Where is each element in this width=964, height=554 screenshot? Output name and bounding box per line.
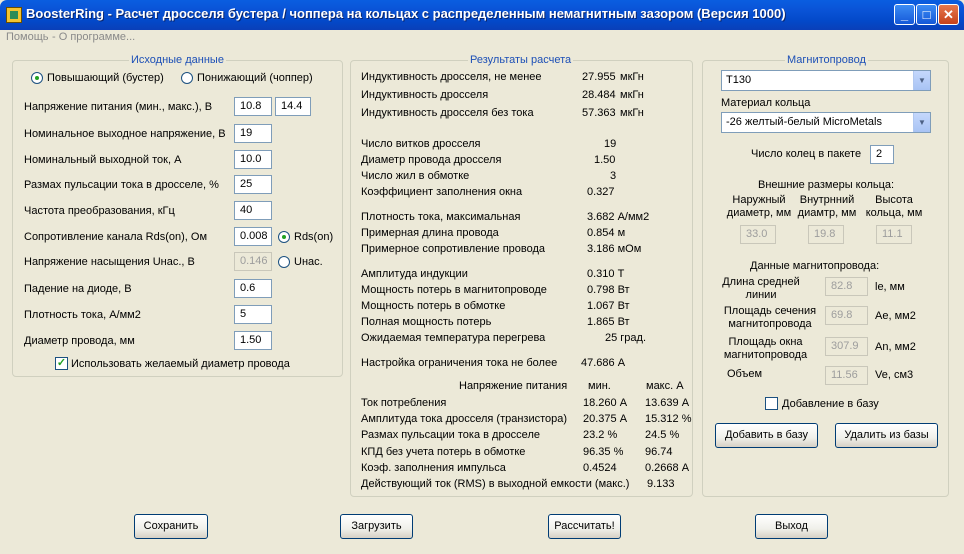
use-wire-label: Использовать желаемый диаметр провода: [71, 358, 290, 370]
table-row-max: 24.5 %: [645, 429, 680, 442]
fill-value: 0.327: [587, 186, 615, 198]
close-button[interactable]: ✕: [938, 4, 959, 25]
usat-radio-label: Uнас.: [294, 256, 323, 268]
calculate-button[interactable]: Рассчитать!: [548, 514, 621, 539]
le-input[interactable]: 82.8: [825, 277, 868, 296]
voltage-header: Напряжение питания: [459, 380, 568, 392]
le-unit: le, мм: [875, 281, 905, 293]
table-row-label: КПД без учета потерь в обмотке: [361, 445, 526, 458]
ilim-label: Настройка ограничения тока не более: [361, 357, 558, 369]
pcore-value: 0.798 Вт: [587, 284, 630, 296]
core-model-select[interactable]: [721, 70, 931, 91]
add-to-db-button[interactable]: Добавить в базу: [715, 423, 818, 448]
chevron-down-icon[interactable]: ▼: [913, 113, 930, 132]
inductance-unit: мкГн: [620, 89, 644, 101]
bamp-value: 0.310 Т: [587, 268, 625, 280]
ae-input[interactable]: 69.8: [825, 306, 868, 325]
dims-label: Внешние размеры кольца:: [758, 179, 895, 191]
ptot-value: 1.865 Вт: [587, 316, 630, 328]
strands-value: 3: [610, 170, 617, 182]
table-row-max: 0.2668 А: [645, 461, 690, 474]
vin-label: Напряжение питания (мин., макс.), В: [24, 101, 213, 113]
id-label: Внутрнний диамтр, мм: [797, 194, 857, 219]
inductance-value: 57.363: [582, 107, 616, 119]
ring-count-label: Число колец в пакете: [751, 148, 862, 160]
wire-input[interactable]: 1.50: [234, 331, 272, 350]
turns-value: 19: [604, 138, 617, 150]
core-data-label: Данные магнитопровода:: [750, 260, 880, 272]
table-row-label: Коэф. заполнения импульса: [361, 461, 506, 474]
rds-input[interactable]: 0.008: [234, 227, 272, 246]
jdens-label: Плотность тока, А/мм2: [24, 309, 141, 321]
rds-label: Сопротивление канала Rds(on), Ом: [24, 231, 208, 243]
turns-label: Число витков дросселя: [361, 138, 481, 150]
iout-input[interactable]: 10.0: [234, 150, 272, 169]
mode-buck-radio[interactable]: [181, 72, 193, 84]
exit-button[interactable]: Выход: [755, 514, 828, 539]
chevron-down-icon[interactable]: ▼: [913, 71, 930, 90]
an-input[interactable]: 307.9: [825, 337, 868, 356]
table-row-min: 0.4524: [583, 461, 617, 474]
usat-input[interactable]: 0.146: [234, 252, 272, 271]
pwind-value: 1.067 Вт: [587, 300, 630, 312]
table-row-min: 96.35 %: [583, 445, 624, 458]
table-row-max: 15.312 %: [645, 413, 692, 426]
ptot-label: Полная мощность потерь: [361, 316, 492, 328]
vout-input[interactable]: 19: [234, 124, 272, 143]
wire-diameter-value: 1.50: [594, 154, 616, 166]
resistance-label: Примерное сопротивление провода: [361, 243, 546, 255]
vin-max-input[interactable]: 14.4: [275, 97, 311, 116]
minimize-button[interactable]: _: [894, 4, 915, 25]
height-label: Высота кольца, мм: [865, 194, 923, 219]
pwind-label: Мощность потерь в обмотке: [361, 300, 506, 312]
vmax-header: макс. А: [646, 380, 684, 392]
add-to-db-checkbox[interactable]: [765, 397, 778, 410]
wire-label: Диаметр провода, мм: [24, 335, 135, 347]
freq-input[interactable]: 40: [234, 201, 272, 220]
strands-label: Число жил в обмотке: [361, 170, 470, 182]
table-row-label: Амплитуда тока дросселя (транзистора): [361, 413, 568, 426]
table-row-min: 23.2 %: [583, 429, 618, 442]
material-label: Материал кольца: [721, 97, 811, 109]
table-row-min: 18.260 А: [583, 397, 628, 409]
length-label: Примерная длина провода: [361, 227, 499, 239]
ve-unit: Ve, см3: [875, 369, 914, 381]
rds-radio[interactable]: [278, 231, 290, 243]
ae-unit: Ae, мм2: [875, 310, 916, 322]
save-button[interactable]: Сохранить: [134, 514, 208, 539]
jmax-value: 3.682 А/мм2: [587, 211, 650, 223]
diode-input[interactable]: 0.6: [234, 279, 272, 298]
results-group-title: Результаты расчета: [470, 54, 572, 66]
menu-bar: [0, 30, 964, 46]
freq-label: Частота преобразования, кГц: [24, 205, 175, 217]
od-label: Наружный диаметр, мм: [726, 194, 792, 219]
window-title: BoosterRing - Расчет дросселя бустера / чоппера на кольцах с распределенным немагнитным зазором (Версия 1000): [26, 6, 786, 21]
fill-label: Коэффициент заполнения окна: [361, 186, 523, 198]
wire-diameter-label: Диаметр провода дросселя: [361, 154, 502, 166]
menu-help[interactable]: Помощь: [6, 31, 49, 43]
material-value: -26 желтый-белый MicroMetals: [726, 116, 882, 128]
ve-label: Объем: [727, 368, 763, 380]
inductance-label: Индуктивность дросселя, не менее: [361, 71, 542, 83]
resistance-value: 3.186 мОм: [587, 243, 642, 255]
an-unit: An, мм2: [875, 341, 916, 353]
inductance-label: Индуктивность дросселя без тока: [361, 107, 534, 119]
core-model-value: T130: [726, 74, 752, 86]
rms-value: 9.133: [647, 478, 675, 490]
length-value: 0.854 м: [587, 227, 626, 239]
iout-label: Номинальный выходной ток, А: [24, 154, 182, 166]
vmin-header: мин.: [588, 380, 611, 392]
table-row-min: 20.375 А: [583, 413, 628, 426]
ripple-label: Размах пульсации тока в дросселе, %: [24, 179, 219, 191]
load-button[interactable]: Загрузить: [340, 514, 413, 539]
height-input[interactable]: 11.1: [876, 225, 912, 244]
ae-label: Площадь сечения магнитопровода: [723, 305, 817, 330]
an-label: Площадь окна магнитопровода: [723, 336, 808, 361]
pcore-label: Мощность потерь в магнитопроводе: [361, 284, 547, 296]
temp-label: Ожидаемая температура перегрева: [361, 332, 546, 344]
add-to-db-label: Добавление в базу: [782, 398, 879, 410]
ilim-value: 47.686 А: [581, 357, 626, 369]
inductance-unit: мкГн: [620, 71, 644, 83]
title-bar[interactable]: [0, 0, 964, 30]
ring-count-input[interactable]: 2: [870, 145, 894, 164]
mode-boost-label: Повышающий (бустер): [47, 72, 164, 84]
delete-from-db-button[interactable]: Удалить из базы: [835, 423, 938, 448]
ripple-input[interactable]: 25: [234, 175, 272, 194]
usat-label: Напряжение насыщения Uнас., В: [24, 256, 195, 268]
maximize-button[interactable]: □: [916, 4, 937, 25]
ve-input[interactable]: 11.56: [825, 366, 868, 385]
app-icon: [6, 7, 22, 23]
input-group-title: Исходные данные: [131, 54, 224, 66]
core-group-title: Магнитопровод: [787, 54, 866, 66]
rms-label: Действующий ток (RMS) в выходной емкости (макс.): [361, 478, 630, 490]
inductance-value: 27.955: [582, 71, 616, 83]
jdens-input[interactable]: 5: [234, 305, 272, 324]
usat-radio[interactable]: [278, 256, 290, 268]
table-row-label: Ток потребления: [361, 397, 447, 409]
use-wire-checkbox[interactable]: ✓: [56, 357, 67, 369]
inductance-unit: мкГн: [620, 107, 644, 119]
material-select[interactable]: [721, 112, 931, 133]
od-input[interactable]: 33.0: [740, 225, 776, 244]
vin-min-input[interactable]: 10.8: [234, 97, 272, 116]
table-row-max: 96.74: [645, 445, 673, 458]
mode-boost-radio[interactable]: [31, 72, 43, 84]
rds-radio-label: Rds(on): [294, 231, 334, 243]
temp-value: 25 град.: [605, 332, 647, 344]
bamp-label: Амплитуда индукции: [361, 268, 468, 280]
jmax-label: Плотность тока, максимальная: [361, 211, 521, 223]
vout-label: Номинальное выходное напряжение, В: [24, 128, 226, 140]
table-row-max: 13.639 А: [645, 397, 690, 409]
table-row-label: Размах пульсации тока в дросселе: [361, 429, 540, 442]
mode-buck-label: Понижающий (чоппер): [197, 72, 313, 84]
diode-label: Падение на диоде, В: [24, 283, 132, 295]
menu-about[interactable]: - О программе...: [52, 31, 136, 43]
id-input[interactable]: 19.8: [808, 225, 844, 244]
inductance-value: 28.484: [582, 89, 616, 101]
le-label: Длина средней линии: [722, 276, 800, 301]
inductance-label: Индуктивность дросселя: [361, 89, 489, 101]
